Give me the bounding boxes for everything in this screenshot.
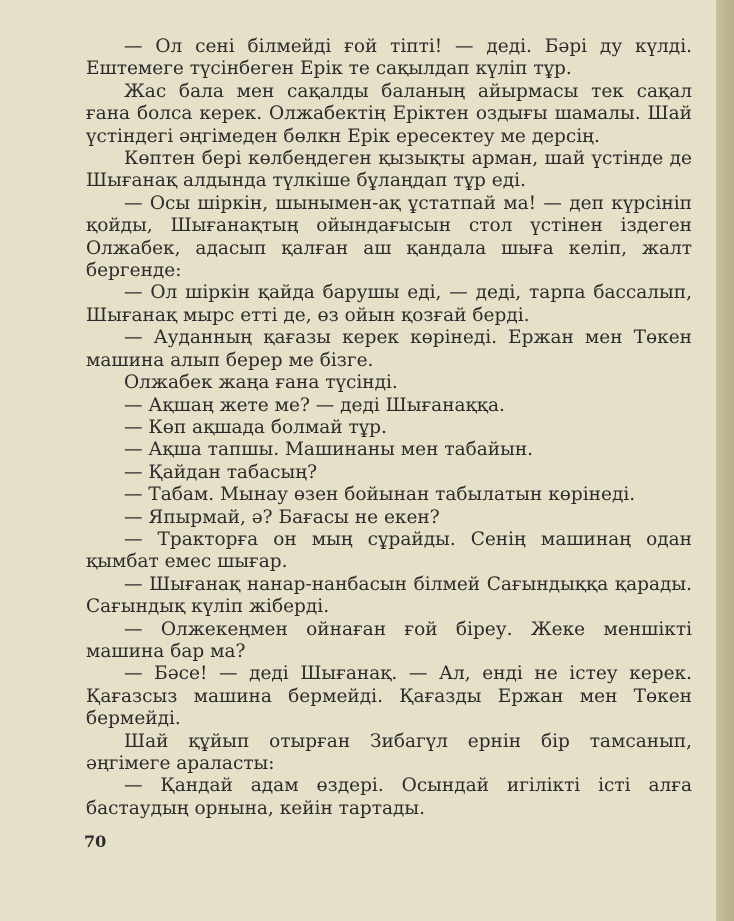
paragraph: — Ол шіркін қайда барушы еді, — деді, тарпа бассалып, Шығанақ мырс етті де, өз ойын қозғай берді.: [86, 282, 692, 326]
paragraph: — Қандай адам өздері. Осындай игілікті істі алға бастаудың орнына, кейін тартады.: [86, 775, 692, 819]
page-number: 70: [84, 832, 107, 851]
paragraph: — Тракторға он мың сұрайды. Сенің машинаң одан қымбат емес шығар.: [86, 528, 692, 573]
paragraph: — Ауданның қағазы керек көрінеді. Ержан мен Төкен машина алып берер ме бізге.: [86, 327, 692, 371]
page-edge-shadow: [716, 0, 734, 921]
paragraph: Олжабек жаңа ғана түсінді.: [124, 372, 398, 394]
page-body-text: [86, 36, 692, 820]
paragraph: — Олжекеңмен ойнаған ғой біреу. Жеке меншікті машина бар ма?: [86, 618, 692, 662]
paragraph: — Шығанақ нанар-нанбасын білмей Сағындыққа қарады. Сағындық күліп жіберді.: [86, 573, 692, 618]
paragraph: — Ақшаң жете ме? — деді Шығанаққа.: [124, 394, 505, 416]
paragraph: — Осы шіркін, шынымен-ақ ұстатпай ма! — деп күрсініп қойды, Шығанақтың ойындағысын стол үстінен іздеген Олжабек, адасып қалған аш қандала шыға келіп, жалт бергенде:: [86, 192, 692, 282]
paragraph: — Көп ақшада болмай тұр.: [124, 416, 387, 438]
paragraph: — Бәсе! — деді Шығанақ. — Ал, енді не істеу керек. Қағазсыз машина бермейді. Қағазды Ержан мен Төкен бермейді.: [86, 663, 692, 730]
paragraph: — Табам. Мынау өзен бойынан табылатын көрінеді.: [124, 484, 636, 506]
paragraph: — Қайдан табасың?: [124, 461, 317, 483]
paragraph: — Ол сені білмейді ғой тіпті! — деді. Бәрі ду күлді. Ештемеге түсінбеген Ерік те сақылдап күліп тұр.: [86, 36, 692, 80]
paragraph: Жас бала мен сақалды баланың айырмасы тек сақал ғана болса керек. Олжабектің Еріктен оздығы шамалы. Шай үстіндегі әңгімеден бөлкн Ерік ересектеу ме дерсің.: [86, 80, 692, 147]
paragraph: Шай құйып отырған Зибагүл ернін бір тамсанып, әңгімеге араласты:: [86, 730, 692, 774]
paragraph: — Ақша тапшы. Машинаны мен табайын.: [124, 439, 534, 461]
paragraph: Көптен бері көлбеңдеген қызықты арман, шай үстінде де Шығанақ алдында түлкіше бұлаңдап тұр еді.: [86, 148, 692, 192]
paragraph: — Япырмай, ә? Бағасы не екен?: [124, 506, 440, 528]
